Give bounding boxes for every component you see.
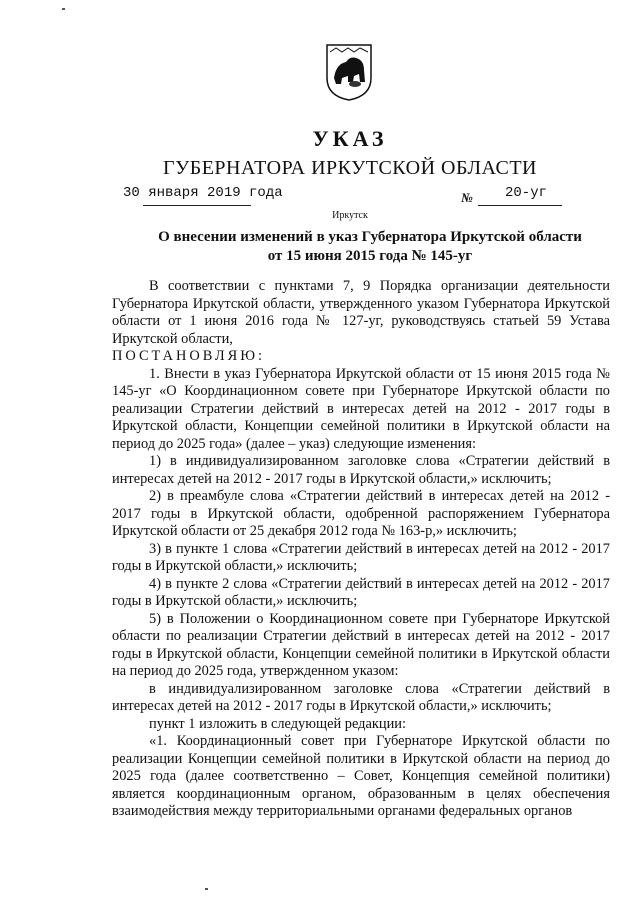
paragraph-heading-change: в индивидуализированном заголовке слова «Стратегии действий в интересах детей на 2012 - 2017 годы в Иркутской области,» исключить; (112, 680, 610, 714)
decree-word: ПОСТАНОВЛЯЮ: (112, 348, 266, 364)
subject-line-2: от 15 июня 2015 года № 145-уг (267, 248, 473, 264)
document-title: УКАЗ (312, 126, 388, 151)
preamble-paragraph: В соответствии с пунктами 7, 9 Порядка организации деятельности Губернатора Иркутской области, утвержденного указом Губернатора Иркутской области от 1 июня 2016 года № 127-уг, руководствуясь статьей 59 Устава Иркутской области, (112, 278, 610, 347)
scan-speck (62, 8, 65, 10)
decree-body (112, 278, 610, 821)
paragraph-point1-intro: пункт 1 изложить в следующей редакции: (149, 715, 406, 732)
number-label: № (461, 190, 473, 205)
paragraph-1-1: 1) в индивидуализированном заголовке слова «Стратегии действий в интересах детей на 2012 - 2017 годы в Иркутской области,» исключить; (112, 453, 610, 487)
scan-speck (205, 888, 208, 890)
decree-subject (150, 228, 590, 266)
date-underline (143, 205, 251, 206)
decree-number: 20-уг (505, 185, 548, 201)
document-issuer: ГУБЕРНАТОРА ИРКУТСКОЙ ОБЛАСТИ (163, 157, 537, 179)
paragraph-1-4: 4) в пункте 2 слова «Стратегии действий в интересах детей на 2012 - 2017 годы в Иркутской области,» исключить; (112, 575, 610, 609)
city-name: Иркутск (332, 210, 368, 221)
paragraph-1-3: 3) в пункте 1 слова «Стратегии действий в интересах детей на 2012 - 2017 годы в Иркутской области,» исключить; (112, 540, 610, 574)
subject-line-1: О внесении изменений в указ Губернатора Иркутской области (158, 229, 582, 245)
paragraph-1: 1. Внести в указ Губернатора Иркутской области от 15 июня 2015 года № 145-уг «О Координационном совете при Губернаторе Иркутской области по реализации Стратегии действий в интересах детей на 2012 - 2017 годы в Иркутской области, Концепции семейной политики в Иркутской области на период до 2025 года» (далее – указ) следующие изменения: (112, 365, 610, 452)
number-underline (478, 205, 562, 206)
paragraph-1-2: 2) в преамбуле слова «Стратегии действий в интересах детей на 2012 - 2017 годы в Иркутской области, одобренной распоряжением Губернатора Иркутской области от 25 декабря 2012 года № 163-р,» исключить; (112, 488, 610, 539)
paragraph-1-5: 5) в Положении о Координационном совете при Губернаторе Иркутской области по реализации Стратегии действий в интересах детей на 2012 - 2017 годы в Иркутской области, Концепции семейной политики в Иркутской области на период до 2025 года, утвержденном указом: (112, 610, 610, 679)
coat-of-arms-emblem (324, 42, 374, 102)
decree-date: 30 января 2019 года (123, 185, 283, 201)
paragraph-point1-text: «1. Координационный совет при Губернаторе Иркутской области по реализации Концепции семейной политики в Иркутской области на период до 2025 года (далее соответственно – Совет, Концепция семейной политики) является координационным органом, образованным в целях обеспечения взаимодействия между территориальными органами федеральных органов (112, 733, 610, 819)
